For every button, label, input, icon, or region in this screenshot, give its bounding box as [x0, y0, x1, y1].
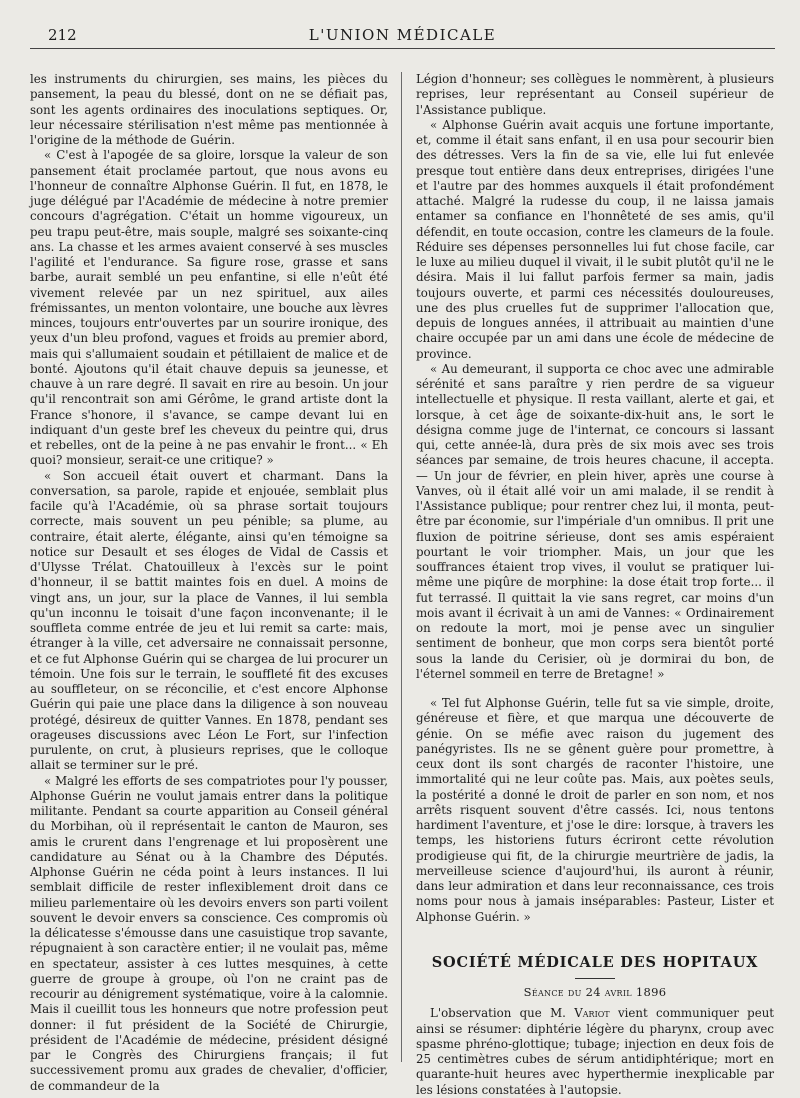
column-divider	[401, 72, 402, 1062]
page-header	[30, 22, 775, 49]
section-author: Variot	[574, 1006, 610, 1021]
paragraph: les instruments du chirurgien, ses mains, les pièces du pansement, la peau du blessé, dont on ne se défiait pas, sont les agents ordinaires des inoculations septiques. Or, leur nécessaire stérilisation n'est même pas mentionnée à l'origine de la méthode de Guérin.	[30, 72, 388, 147]
paragraph: « C'est à l'apogée de sa gloire, lorsque la valeur de son pansement était proclamée partout, que nous avons eu l'honneur de connaître Alphonse Guérin. Il fut, en 1878, le juge délégué par l'Académie de médecine à notre premier concours d'agrégation. C'était un homme vigoureux, un peu trapu peut-être, mais souple, malgré ses soixante-cinq ans. La chasse et les armes avaient conservé à ses muscles l'agilité et l'endurance. Sa figure rose, grasse et sans barbe, aurait semblé un peu enfantine, si elle n'eût été vivement relevée par un nez spirituel, aux ailes frémissantes, un menton volontaire, une bouche aux lèvres minces, toujours entr'ouvertes par un sourire ironique, des yeux d'un bleu profond, vagues et froids au premier abord, mais qui s'allumaient soudain et pétillaient de malice et de bonté. Ajoutons qu'il était chauve depuis sa jeunesse, et chauve à un rare degré. Il savait en rire au besoin. Un jour qu'il rencontrait son ami Gérôme, le grand artiste dont la France s'honore, il s'avance, se campe devant lui en indiquant d'un geste bref les cheveux du peintre qui, drus et rebelles, ont de la peine à ne pas envahir le front... « Eh quoi? monsieur, serait-ce une critique? »	[30, 148, 388, 468]
paragraph: Légion d'honneur; ses collègues le nommèrent, à plusieurs reprises, leur représentant au Conseil supérieur de l'Assistance publique.	[416, 72, 774, 117]
section-title: SOCIÉTÉ MÉDICALE DES HOPITAUX	[431, 953, 759, 971]
section-lead-text: L'observation que M.	[430, 1006, 566, 1021]
section-rule	[575, 978, 615, 979]
paragraph: « Son accueil était ouvert et charmant. Dans la conversation, sa parole, rapide et enjouée, semblait plus facile qu'à l'Académie, où sa phrase sortait toujours correcte, mais souvent un peu pénible; sa plume, au contraire, était alerte, élégante, ainsi qu'en témoigne sa notice sur Desault et ses éloges de Vidal de Cassis et d'Ulysse Trélat. Chatouilleux à l'excès sur le point d'honneur, il se battit maintes fois en duel. A moins de vingt ans, un jour, sur la place de Vannes, il lui sembla qu'un inconnu le toisait d'une façon inconvenante; il le souffleta comme entrée de jeu et lui remit sa carte: mais, étranger à la ville, cet adversaire ne connaissait personne, et ce fut Alphonse Guérin qui se chargea de lui procurer un témoin. Une fois sur le terrain, le souffleté fit des excuses au souffleteur, on se réconcilie, et c'est encore Alphonse Guérin qui paie une place dans la diligence à son nouveau protégé, désireux de quitter Vannes. En 1878, pendant ses orageuses discussions avec Léon Le Fort, sur l'infection purulente, on crut, à plusieurs reprises, que le colloque allait se terminer sur le pré.	[30, 468, 388, 773]
right-column	[416, 72, 774, 1098]
session-date: Séance du 24 avril 1896	[523, 985, 667, 999]
page-number: 212	[48, 26, 77, 44]
paragraph: « Au demeurant, il supporta ce choc avec une admirable sérénité et sans paraître y rien perdre de sa vigueur intellectuelle et physique. Il resta vaillant, alerte et gai, et lorsque, à cet âge de soixante-dix-huit ans, le sort le désigna comme juge de l'internat, ce concours si lassant qui, cette année-là, dura près de six mois avec ses trois séances par semaine, de trois heures chacune, il accepta. — Un jour de février, en plein hiver, après une course à Vanves, où il était allé voir un ami malade, il se rendit à l'Assistance publique; pour rentrer chez lui, il monta, peut-être par économie, sur l'impériale d'un omnibus. Il prit une fluxion de poitrine sérieuse, dont ses amis espéraient pourtant le voir triompher. Mais, un jour que les souffrances étaient trop vives, il voulut se pratiquer lui-même une piqûre de morphine: la dose était trop forte... il fut terrassé. Il quittait la vie sans regret, car moins d'un mois avant il écrivait à un ami de Vannes: « Ordinairement on redoute la mort, moi je pense avec un singulier sentiment de bonheur, que mon corps sera bientôt porté sous la lande du Cerisier, où je dormirai du bon, de l'éternel sommeil en terre de Bretagne! »	[416, 361, 774, 681]
paragraph: « Tel fut Alphonse Guérin, telle fut sa vie simple, droite, généreuse et fière, et que marqua une découverte de génie. On se méfie avec raison du jugement des panégyristes. Ils ne se gênent guère pour promettre, à ceux dont ils sont chargés de raconter l'histoire, une immortalité qui ne leur coûte pas. Mais, aux poètes seuls, la postérité a donné le droit de parler en son nom, et nos arrêts risquent souvent d'être cassés. Ici, nous tentons hardiment l'aventure, et j'ose le dire: lorsque, à travers les temps, les historiens futurs écriront cette révolution prodigieuse qui fit, de la chirurgie meurtrière de jadis, la merveilleuse science d'aujourd'hui, ils auront à réunir, dans leur admiration et dans leur reconnaissance, ces trois noms pour nous à jamais inséparables: Pasteur, Lister et Alphonse Guérin. »	[416, 696, 774, 924]
left-column	[30, 72, 388, 1094]
paragraph: « Alphonse Guérin avait acquis une fortune importante, et, comme il était sans enfant, il en usa pour secourir bien des détresses. Vers la fin de sa vie, elle lui fut enlevée presque tout entière dans deux entreprises, dirigées l'une et l'autre par des hommes auxquels il était profondément attaché. Malgré la rudesse du coup, il ne laissa jamais entamer sa confiance en l'honnêteté de ses amis, qu'il défendit, en toute occasion, contre les clameurs de la foule. Réduire ses dépenses personnelles lui fut chose facile, car le luxe au milieu duquel il vivait, il le subit plutôt qu'il ne le désira. Mais il lui fallut parfois fermer sa main, jadis toujours ouverte, et parmi ces nécessités douloureuses, une des plus cruelles fut de supprimer l'allocation que, depuis de longues années, il attribuait au maintien d'une chaire occupée par un ami dans une école de médecine de province.	[416, 117, 774, 361]
section-paragraph	[416, 1006, 774, 1098]
section-body-text: vient communiquer peut ainsi se résumer: diphtérie légère du pharynx, croup avec spasme phréno-glottique; tubage; injection en deux fois de 25 centimètres cubes de sérum antidiphtérique; mort en quarante-huit heures avec hyperthermie inexplicable par les lésions constatées à l'autopsie.	[416, 1006, 775, 1097]
running-title: L'UNION MÉDICALE	[308, 26, 497, 44]
paragraph: « Malgré les efforts de ses compatriotes pour l'y pousser, Alphonse Guérin ne voulut jamais entrer dans la politique militante. Pendant sa courte apparition au Conseil général du Morbihan, où il représentait le canton de Mauron, ses amis le crurent dans l'engrenage et lui proposèrent une candidature au Sénat ou à la Chambre des Députés. Alphonse Guérin ne céda point à leurs instances. Il lui semblait difficile de rester inflexiblement droit dans ce milieu parlementaire où les devoirs envers son parti voilent souvent le devoir envers sa conscience. Ces compromis où la délicatesse s'émousse dans une casuistique trop savante, répugnaient à son caractère entier; il ne voulait pas, même en spectateur, assister à ces luttes mesquines, à cette guerre de groupe à groupe, où l'on ne craint pas de recourir au dénigrement systématique, voire à la calomnie. Mais il cueillit tous les honneurs que notre profession peut donner: il fut président de la Société de Chirurgie, président de l'Académie de médecine, président désigné par le Congrès des Chirurgiens français; il fut successivement promu aux grades de chevalier, d'officier, de commandeur de la	[30, 773, 388, 1093]
right-column-paragraphs	[416, 72, 774, 925]
